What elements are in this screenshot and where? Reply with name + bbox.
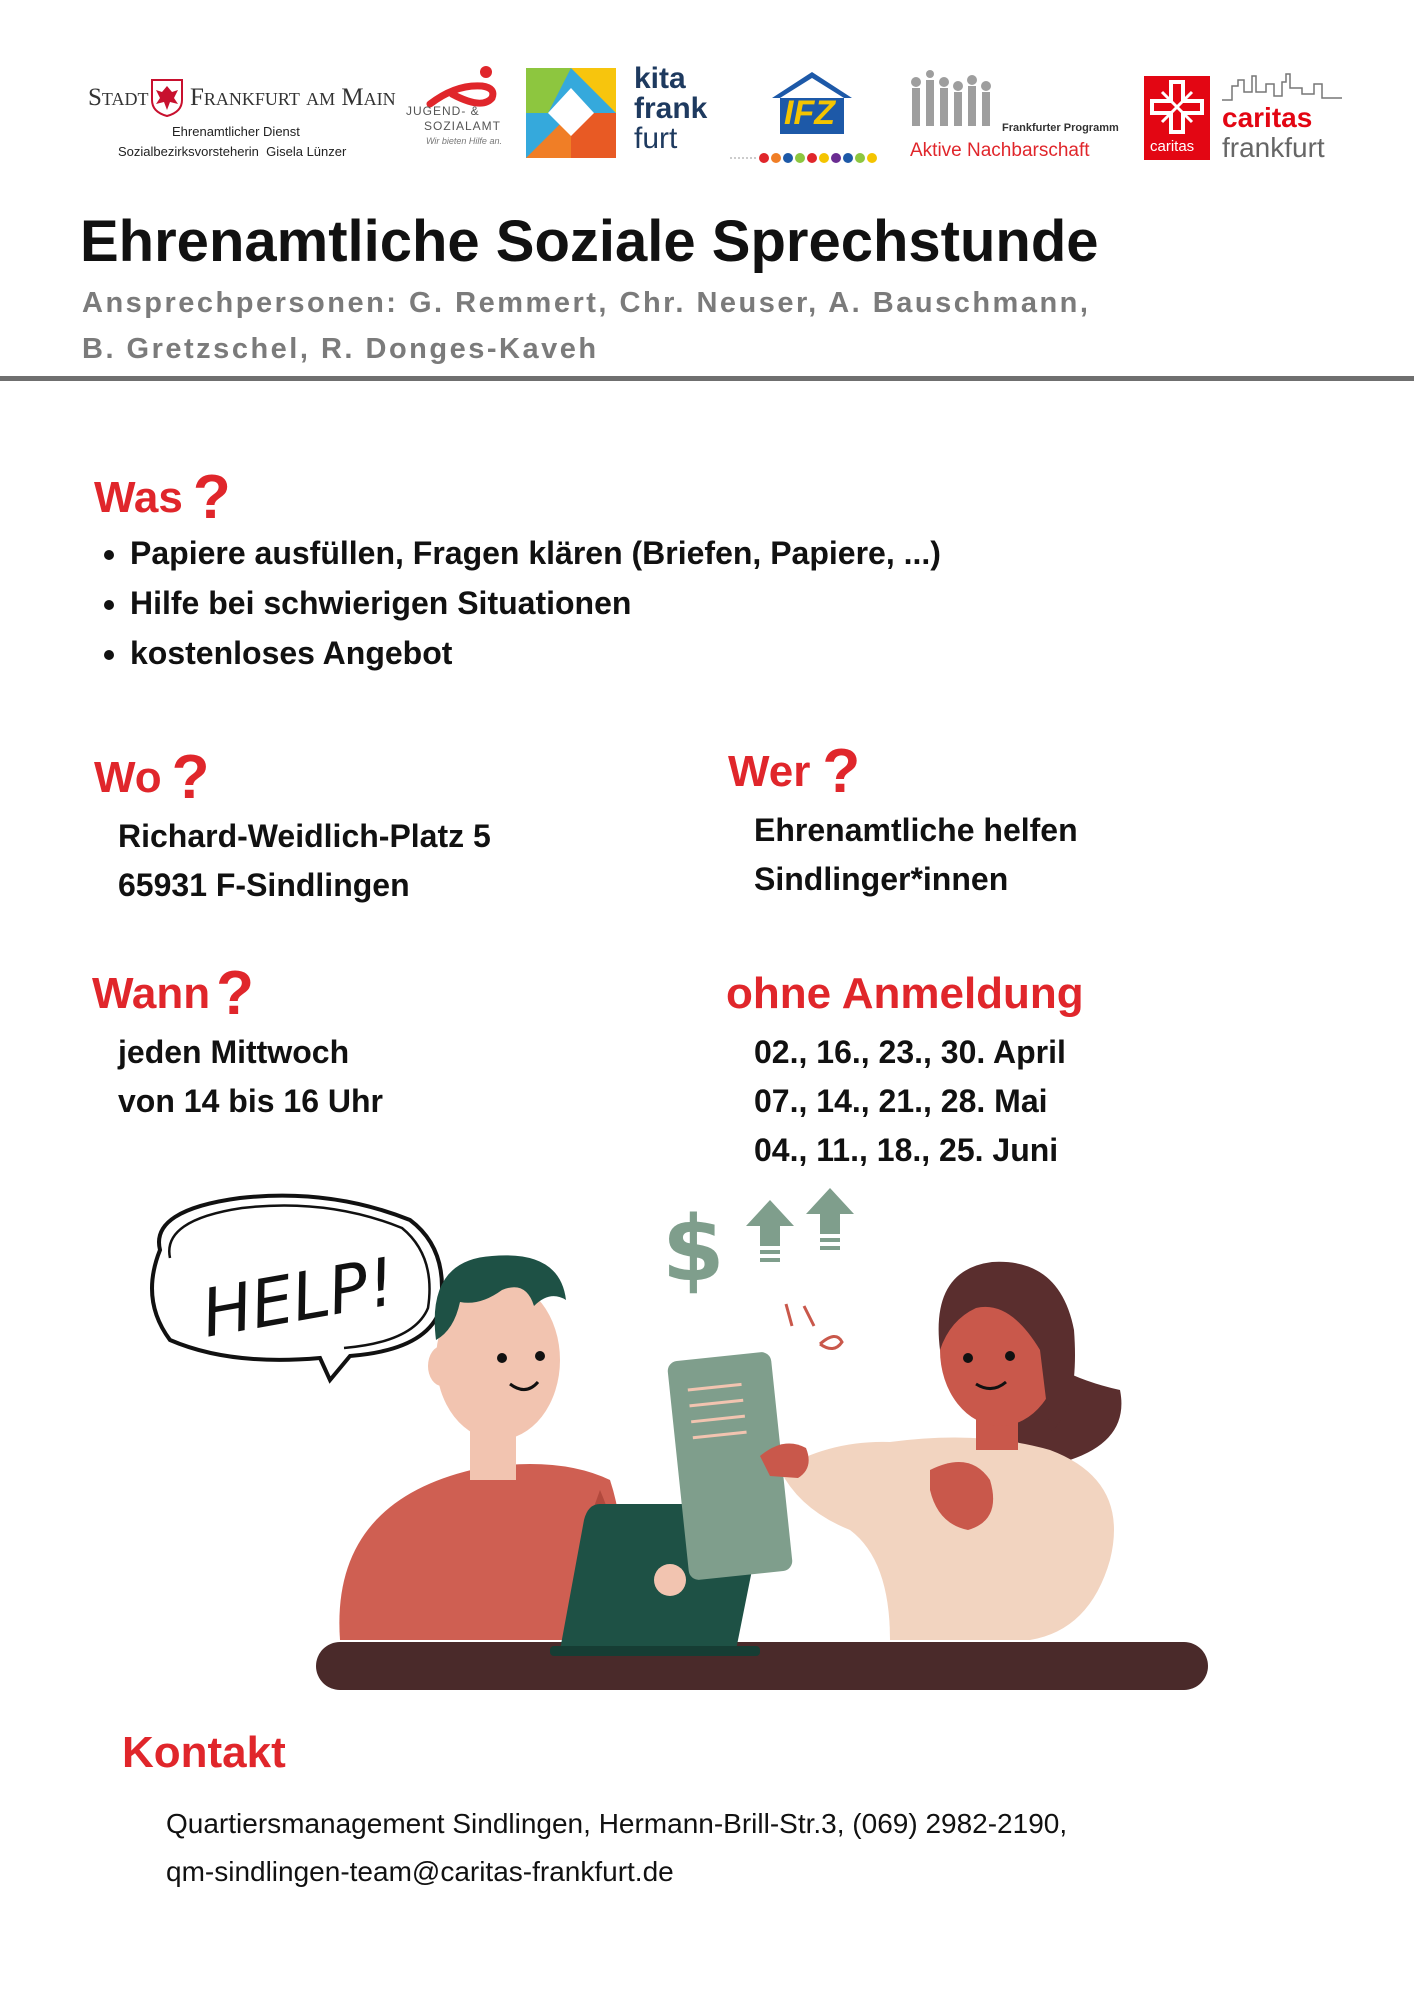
wer-heading: Wer (728, 747, 811, 796)
frankfurt-wordmark-left: Stadt (88, 84, 149, 111)
help-text: HELP! (196, 1243, 401, 1353)
ifz-label: IFZ (784, 94, 835, 132)
aktive-line1: Frankfurter Programm (1002, 122, 1119, 134)
was-list (94, 528, 1194, 678)
caritas-line2: frankfurt (1222, 132, 1325, 163)
jugend-line1: JUGEND- & (406, 104, 480, 118)
kita-line3: furt (634, 122, 678, 155)
speech-bubble (152, 1196, 442, 1380)
arrows-up-icon (746, 1188, 854, 1262)
wo-heading: Wo (94, 753, 162, 802)
caritas-cross-icon (1150, 80, 1204, 134)
caritas-line1: caritas (1222, 102, 1313, 133)
was-question-icon: ? (192, 463, 231, 532)
was-heading-row (94, 464, 1194, 532)
caritas-badge-text: caritas (1150, 138, 1195, 155)
jugend-sozialamt-logo (406, 64, 516, 164)
wer-question-icon: ? (822, 737, 861, 806)
wann-question-icon: ? (216, 959, 254, 1028)
wann-time: von 14 bis 16 Uhr (118, 1083, 383, 1119)
wer-line2: Sindlinger*innen (754, 861, 1009, 897)
woman-figure (760, 1262, 1121, 1640)
kita-line1: kita (634, 62, 686, 95)
page-title: Ehrenamtliche Soziale Sprechstunde (80, 209, 1099, 274)
kita-frankfurt-logo (526, 62, 726, 160)
was-section (94, 464, 1194, 678)
caritas-skyline-icon (1222, 72, 1342, 102)
frankfurt-person-line: Sozialbezirksvorsteherin Gisela Lünzer (118, 144, 347, 159)
frankfurt-eagle-crest-icon (150, 78, 184, 118)
ifz-logo (730, 70, 890, 164)
wer-text (754, 806, 1328, 904)
wo-heading-row (94, 744, 654, 812)
jugend-line2: SOZIALAMT (424, 119, 502, 133)
wo-city: 65931 F-Sindlingen (118, 867, 410, 903)
anmeldung-heading-row (726, 960, 1346, 1028)
jugend-tagline: Wir bieten Hilfe an. (426, 136, 502, 146)
date-line: 07., 14., 21., 28. Mai (754, 1083, 1048, 1119)
frankfurt-wordmark-right: Frankfurt am Main (190, 84, 396, 111)
wann-heading: Wann (92, 969, 211, 1018)
aktive-nachbarschaft-logo (910, 70, 1135, 164)
wann-day: jeden Mittwoch (118, 1034, 350, 1070)
wann-heading-row (92, 960, 652, 1028)
ifz-dots-decoration (730, 152, 890, 164)
was-item: • kostenloses Angebot (130, 628, 1194, 678)
contact-persons-line2: B. Gretzschel, R. Donges-Kaveh (82, 333, 599, 365)
kita-line2: frank (634, 92, 708, 125)
caritas-badge (1144, 76, 1210, 160)
table-surface (316, 1642, 1208, 1690)
anmeldung-heading: ohne Anmeldung (726, 969, 1084, 1018)
aktive-people-icon (910, 70, 1000, 126)
kontakt-email: qm-sindlingen-team@caritas-frankfurt.de (166, 1856, 674, 1887)
wer-heading-row (728, 738, 1328, 806)
wo-address (118, 812, 654, 910)
wer-section (728, 738, 1328, 904)
contact-persons-line1: Ansprechpersonen: G. Remmert, Chr. Neuser, A. Bauschmann, (82, 287, 1091, 319)
kontakt-details (166, 1800, 1366, 1896)
spark-lines (786, 1304, 842, 1349)
kontakt-heading: Kontakt (122, 1728, 286, 1777)
anmeldung-dates (754, 1028, 1346, 1175)
caritas-frankfurt-logo (1144, 76, 1344, 166)
wann-section (92, 960, 652, 1126)
date-line: 04., 11., 18., 25. Juni (754, 1132, 1059, 1168)
frankfurt-dept-line: Ehrenamtlicher Dienst (172, 124, 300, 139)
wann-text (118, 1028, 652, 1126)
logo-strip (0, 60, 1414, 170)
illustration-canvas (130, 1180, 1230, 1690)
kita-wordmark (634, 64, 707, 154)
date-line: 02., 16., 23., 30. April (754, 1034, 1066, 1070)
was-item: • Papiere ausfüllen, Fragen klären (Briefen, Papiere, ...) (130, 528, 1194, 578)
wer-line1: Ehrenamtliche helfen (754, 812, 1078, 848)
kontakt-address: Quartiersmanagement Sindlingen, Hermann-Brill-Str.3, (069) 2982-2190, (166, 1808, 1068, 1839)
wo-section (94, 744, 654, 910)
was-item: • Hilfe bei schwierigen Situationen (130, 578, 1194, 628)
anmeldung-section (726, 960, 1346, 1175)
contact-persons (82, 280, 1090, 372)
frankfurt-logo (88, 78, 408, 168)
aktive-line2: Aktive Nachbarschaft (910, 140, 1090, 161)
help-illustration (130, 1180, 1230, 1690)
kita-tangram-icon (526, 68, 616, 158)
was-heading: Was (94, 473, 183, 522)
dollar-icon: $ (662, 1197, 725, 1302)
wo-street: Richard-Weidlich-Platz 5 (118, 818, 491, 854)
wo-question-icon: ? (171, 743, 210, 812)
header-divider (0, 376, 1414, 381)
